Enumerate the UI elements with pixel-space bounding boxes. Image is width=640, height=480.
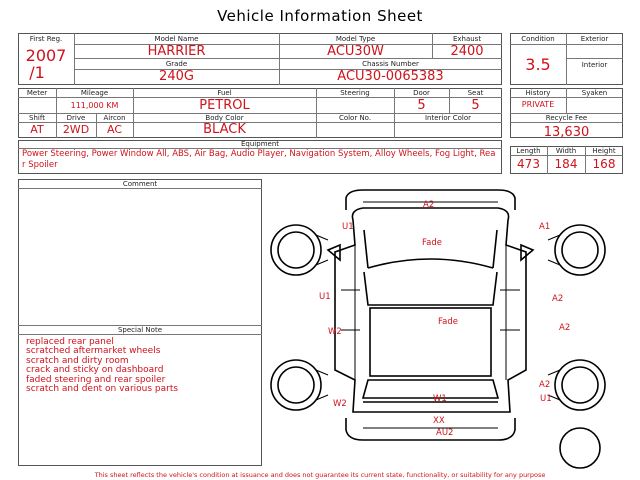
damage-right-front-door: A2	[552, 294, 564, 304]
special-note-item: replaced rear panel	[26, 337, 114, 347]
damage-hood: Fade	[422, 238, 442, 248]
length-value: 473	[517, 157, 540, 171]
meter-label: Meter	[26, 89, 48, 97]
damage-front-left: U1	[342, 222, 354, 232]
condition-value: 3.5	[525, 55, 551, 74]
seat-label: Seat	[467, 89, 484, 97]
height-value: 168	[592, 157, 616, 171]
damage-left-rear-wheel: W2	[333, 399, 347, 409]
special-note-item: scratch and dent on various parts	[26, 384, 179, 395]
width-value: 184	[554, 157, 578, 171]
damage-tailgate: XX	[433, 416, 445, 426]
fuel-label: Fuel	[217, 89, 232, 97]
comment-block	[18, 179, 262, 466]
color-no-label: Color No.	[338, 114, 372, 122]
exterior-label: Exterior	[580, 35, 609, 43]
damage-right-rear-wheel: U1	[540, 394, 552, 404]
footer-disclaimer: This sheet reflects the vehicle's condition at issuance and does not guarantee its current state, functionality, or suitability for any purpose	[94, 471, 546, 479]
length-label: Length	[516, 147, 541, 155]
chassis-number-value: ACU30-0065383	[337, 69, 444, 84]
drive-label: Drive	[66, 114, 86, 122]
model-name-value: HARRIER	[147, 44, 206, 59]
special-note-item: scratched aftermarket wheels	[26, 346, 161, 357]
grade-label: Grade	[165, 60, 188, 68]
first-reg-month: /1	[29, 63, 45, 82]
equipment-value: Power Steering, Power Window All, ABS, Air Bag, Audio Player, Navigation System, Alloy Wheels, Fog Light, Rear Spoiler	[22, 149, 496, 170]
special-note-label: Special Note	[117, 326, 163, 334]
mileage-value: 111,000 KM	[70, 101, 119, 110]
grade-value: 240G	[159, 69, 194, 84]
damage-right-rear-quarter: A2	[539, 380, 551, 390]
damage-rear-bumper: AU2	[436, 428, 454, 438]
model-name-label: Model Name	[154, 35, 199, 43]
steering-label: Steering	[340, 89, 370, 97]
special-note-item: crack and sticky on dashboard	[26, 365, 164, 376]
special-notes-list	[26, 338, 178, 394]
first-reg-year: 2007	[25, 46, 67, 65]
history-label: History	[525, 89, 551, 97]
door-value: 5	[417, 98, 426, 113]
door-label: Door	[413, 89, 430, 97]
history-value: PRIVATE	[521, 100, 555, 109]
damage-left-front-door: U1	[319, 292, 331, 302]
model-type-value: ACU30W	[327, 44, 384, 59]
first-reg-label: First Reg.	[29, 35, 63, 43]
width-label: Width	[555, 147, 577, 155]
body-color-value: BLACK	[203, 122, 246, 137]
aircon-value: AC	[106, 123, 122, 136]
damage-rear-glass: W1	[433, 394, 447, 404]
interior-color-label: Interior Color	[424, 114, 472, 122]
syaken-label: Syaken	[581, 89, 608, 97]
recycle-fee-value: 13,630	[543, 125, 590, 140]
fuel-value: PETROL	[199, 98, 250, 113]
body-color-label: Body Color	[205, 114, 244, 122]
damage-right-rear-door: A2	[559, 323, 571, 333]
seat-value: 5	[471, 98, 480, 113]
exhaust-value: 2400	[450, 44, 484, 59]
damage-front-right: A1	[539, 222, 551, 232]
condition-label: Condition	[521, 35, 555, 43]
equipment-label: Equipment	[241, 140, 279, 148]
recycle-fee-label: Recycle Fee	[545, 114, 588, 122]
shift-value: AT	[30, 123, 44, 136]
chassis-number-label: Chassis Number	[362, 60, 419, 68]
page-title: Vehicle Information Sheet	[217, 7, 423, 25]
shift-label: Shift	[29, 114, 45, 122]
model-type-label: Model Type	[335, 35, 376, 43]
special-note-item: faded steering and rear spoiler	[26, 374, 166, 385]
drive-value: 2WD	[62, 123, 90, 136]
comment-label: Comment	[122, 180, 158, 188]
damage-left-rear-door: W2	[328, 327, 342, 337]
interior-label: Interior	[581, 61, 608, 69]
damage-front-bumper: A2	[423, 200, 435, 210]
exhaust-label: Exhaust	[452, 35, 482, 43]
mileage-label: Mileage	[80, 89, 109, 97]
special-note-item: scratch and dirty room	[26, 355, 129, 366]
damage-roof: Fade	[438, 317, 458, 327]
aircon-label: Aircon	[103, 114, 126, 122]
height-label: Height	[592, 147, 616, 155]
